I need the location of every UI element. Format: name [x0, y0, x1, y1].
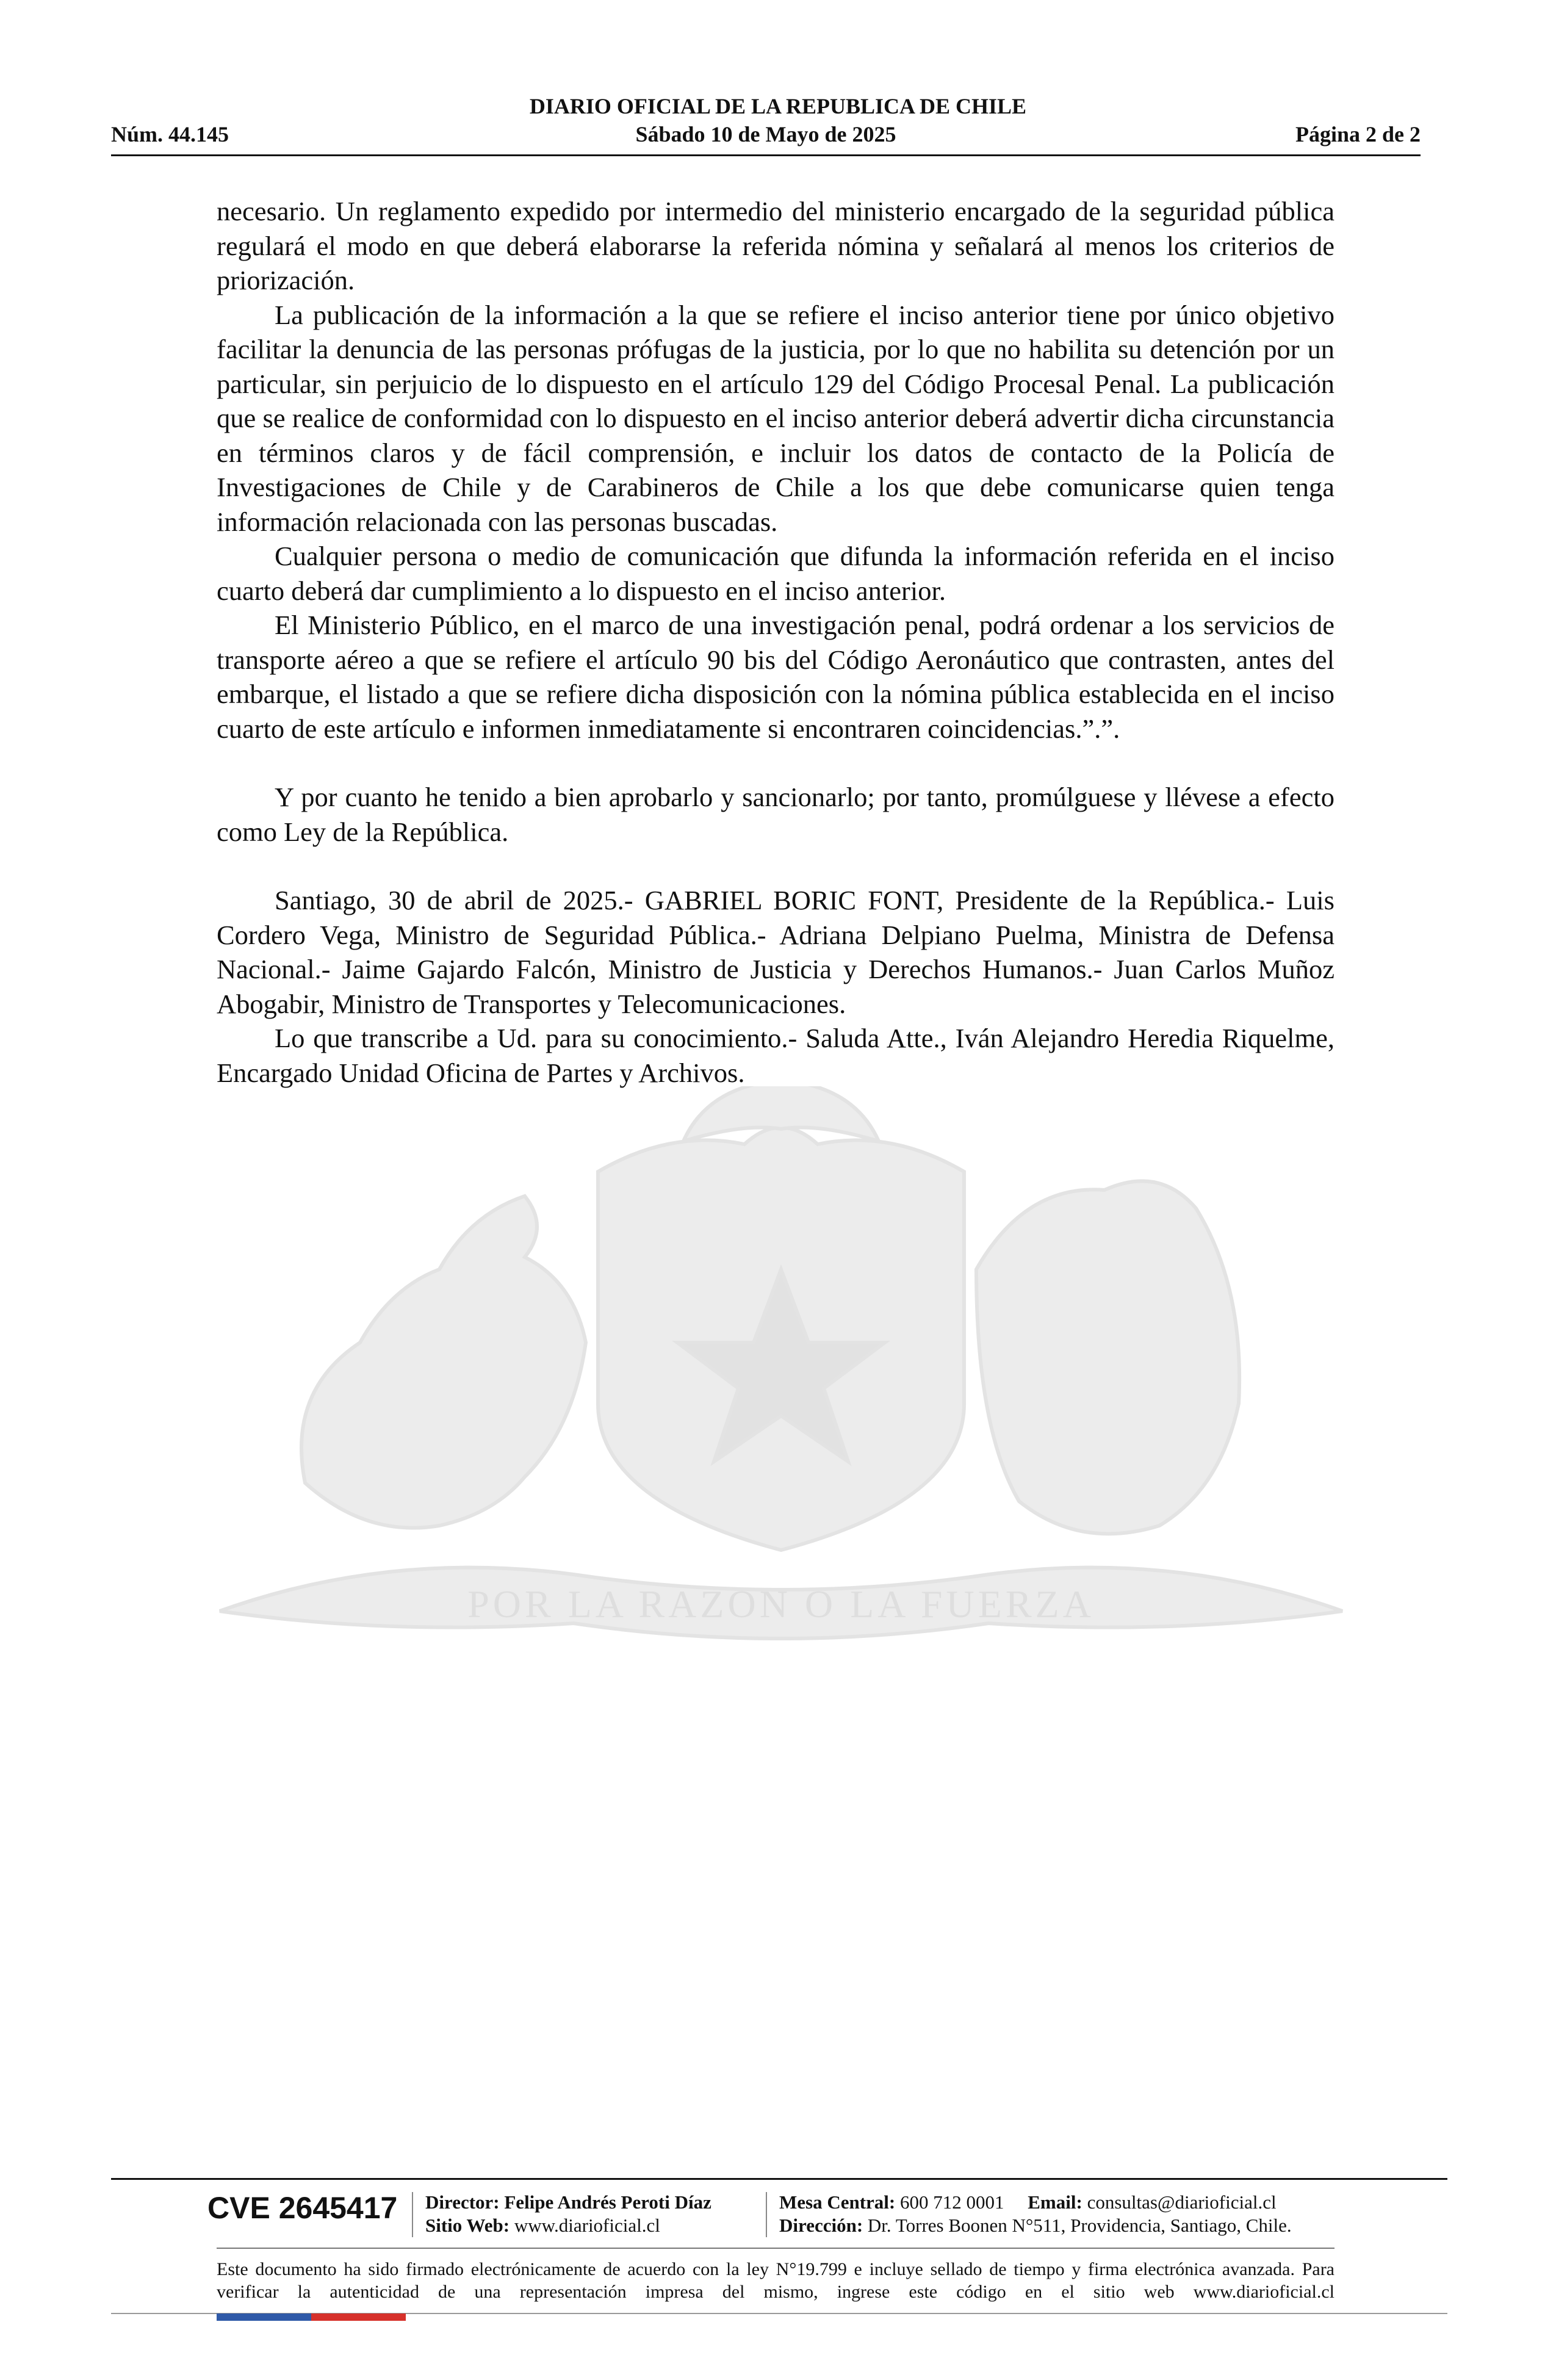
flag-stripe-red	[311, 2313, 406, 2321]
footer-director-block	[425, 2191, 711, 2237]
motto-text: POR LA RAZON O LA FUERZA	[467, 1582, 1095, 1626]
director-line	[425, 2191, 711, 2214]
address-value: Dr. Torres Boonen N°511, Providencia, Santiago, Chile.	[867, 2215, 1292, 2236]
address-line	[779, 2214, 1292, 2237]
mesa-label: Mesa Central:	[779, 2191, 896, 2213]
footer-separator	[766, 2192, 767, 2237]
signatures-paragraph: Santiago, 30 de abril de 2025.- GABRIEL BORIC FONT, Presidente de la República.- Luis Cordero Vega, Ministro de Seguridad Pública.- Adriana Delpiano Puelma, Ministra de Defensa Nacional.- Jaime Gajardo Falcón, Ministro de Justicia y Derechos Humanos.- Juan Carlos Muñoz Abogabir, Ministro de Transportes y Telecomunicaciones.	[217, 885, 1334, 1019]
promulgation-paragraph: Y por cuanto he tenido a bien aprobarlo y sancionarlo; por tanto, promúlguese y llévese a efecto como Ley de la República.	[217, 782, 1334, 847]
director-name: Felipe Andrés Peroti Díaz	[504, 2191, 711, 2213]
footer-divider-middle	[217, 2248, 1334, 2249]
footer-divider-top	[111, 2178, 1447, 2180]
cve-code: CVE 2645417	[207, 2191, 398, 2225]
huemul-shape	[301, 1196, 586, 1528]
contact-line	[779, 2191, 1292, 2214]
law-body	[217, 194, 1334, 1090]
email-link[interactable]: consultas@diarioficial.cl	[1087, 2191, 1277, 2213]
newspaper-title: DIARIO OFICIAL DE LA REPUBLICA DE CHILE	[529, 94, 1027, 118]
issue-number: Núm. 44.145	[111, 122, 229, 146]
header-divider	[111, 154, 1421, 156]
footer-contact-block	[779, 2191, 1292, 2237]
coat-of-arms-watermark	[207, 1086, 1355, 1672]
page-indicator: Página 2 de 2	[1295, 122, 1421, 146]
condor-shape	[976, 1181, 1239, 1534]
paragraph: El Ministerio Público, en el marco de una investigación penal, podrá ordenar a los servicios de transporte aéreo a que se refiere el artículo 90 bis del Código Aeronáutico que contrasten, antes del embarque, el listado a que se refiere dicha disposición con la nómina pública establecida en el inciso cuarto de este artículo e informen inmediatamente si encontraren coincidencias.”.”.	[217, 610, 1334, 744]
footer-separator	[412, 2192, 413, 2237]
email-label: Email:	[1028, 2191, 1082, 2213]
paragraph: La publicación de la información a la que se refiere el inciso anterior tiene por único objetivo facilitar la denuncia de las personas prófugas de la justicia, por lo que no habilita su detención por un particular, sin perjuicio de lo dispuesto en el artículo 129 del Código Procesal Penal. La publicación que se realice de conformidad con lo dispuesto en el inciso anterior deberá advertir dicha circunstancia en términos claros y de fácil comprensión, e incluir los datos de contacto de la Policía de Investigaciones de Chile y de Carabineros de Chile a los que debe comunicarse quien tenga información relacionada con las personas buscadas.	[217, 299, 1334, 537]
address-label: Dirección:	[779, 2215, 863, 2236]
director-label: Director:	[425, 2191, 500, 2213]
issue-date: Sábado 10 de Mayo de 2025	[635, 122, 896, 146]
website-label: Sitio Web:	[425, 2215, 510, 2236]
header-row	[111, 121, 1421, 148]
website-link[interactable]: www.diarioficial.cl	[514, 2215, 660, 2236]
flag-stripe-blue	[217, 2313, 311, 2321]
mesa-phone: 600 712 0001	[900, 2191, 1004, 2213]
paragraph: necesario. Un reglamento expedido por intermedio del ministerio encargado de la seguridad pública regulará el modo en que deberá elaborarse la referida nómina y señalará al menos los criterios de priorización.	[217, 196, 1334, 295]
closing-paragraph: Lo que transcribe a Ud. para su conocimiento.- Saluda Atte., Iván Alejandro Heredia Riquelme, Encargado Unidad Oficina de Partes y Archivos.	[217, 1023, 1334, 1088]
website-line	[425, 2214, 711, 2237]
signature-notice: Este documento ha sido firmado electrónicamente de acuerdo con la ley N°19.799 e incluye sellado de tiempo y firma electrónica avanzada. Para verificar la autenticidad de una representación impresa del mismo, ingrese este código en el sitio web www.diarioficial.cl	[217, 2259, 1334, 2302]
paragraph: Cualquier persona o medio de comunicación que difunda la información referida en el inciso cuarto deberá dar cumplimiento a lo dispuesto en el inciso anterior.	[217, 541, 1334, 606]
